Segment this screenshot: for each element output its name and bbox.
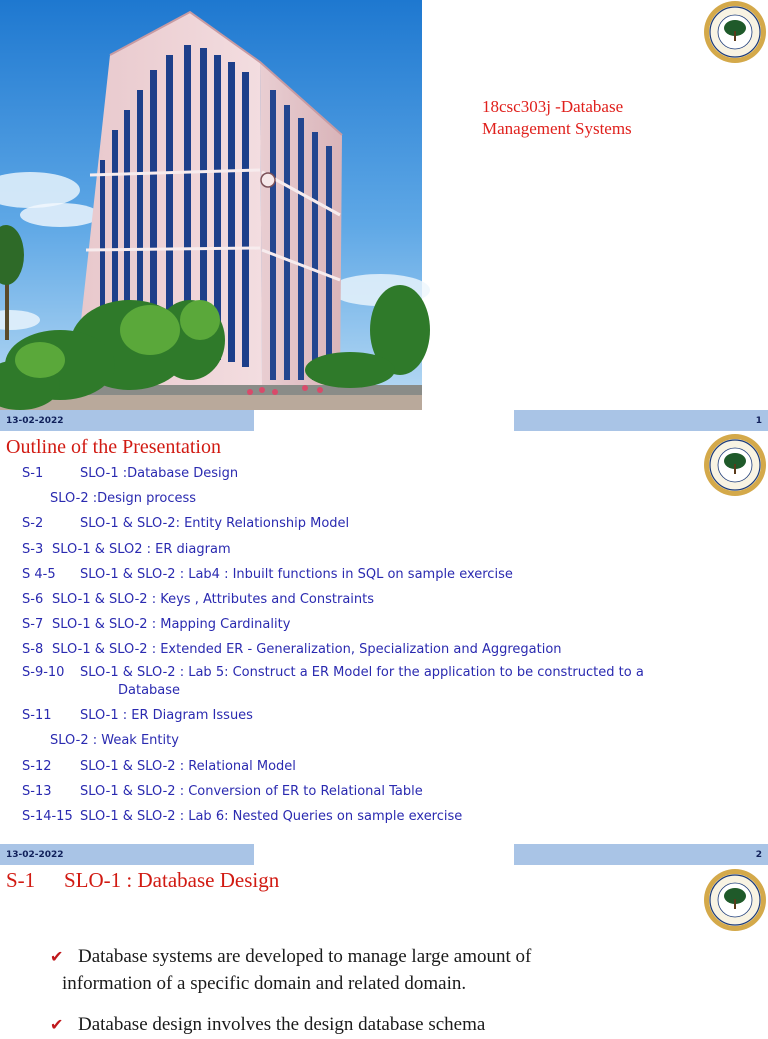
course-title-line1: 18csc303j -Database	[482, 97, 624, 116]
outline-item-code: S-9-10	[22, 665, 65, 680]
outline-item	[22, 617, 290, 632]
outline-item-text: SLO-2 :Design process	[50, 491, 197, 506]
outline-item-text: SLO-2 : Weak Entity	[50, 733, 179, 748]
slide-title-code: S-1	[6, 868, 36, 892]
bullet-point	[50, 1012, 485, 1039]
outline-item-text: SLO-1 & SLO-2 : Lab 6: Nested Queries on sample exercise	[80, 809, 463, 824]
outline-item	[22, 759, 296, 774]
outline-item	[22, 516, 349, 531]
course-title	[482, 96, 632, 140]
slide-footer	[0, 844, 768, 865]
outline-item-text: SLO-1 : ER Diagram Issues	[80, 708, 253, 723]
course-title-line2: Management Systems	[482, 119, 632, 138]
outline-item-code: S-8	[22, 642, 44, 657]
outline-item-text: SLO-1 & SLO2 : ER diagram	[52, 542, 231, 557]
outline-item-text: SLO-1 & SLO-2 : Relational Model	[80, 759, 296, 774]
outline-item-code: S-11	[22, 708, 52, 723]
slide-2	[0, 432, 768, 866]
outline-item	[22, 708, 253, 723]
university-seal-logo	[703, 0, 767, 64]
footer-page-number: 2	[755, 850, 762, 860]
footer-date: 13-02-2022	[6, 850, 64, 860]
outline-item	[22, 466, 238, 481]
slide-title	[6, 868, 279, 893]
footer-bar-right	[514, 410, 768, 431]
outline-item-code: S-14-15	[22, 809, 73, 824]
outline-item-code: S-2	[22, 516, 44, 531]
outline-item-text: SLO-1 & SLO-2: Entity Relationship Model	[80, 516, 350, 531]
outline-item-text: Database	[118, 683, 181, 698]
bullet-text-line1: Database design involves the design database schema	[78, 1014, 486, 1035]
campus-building-photo	[0, 0, 422, 410]
outline-item-code: S-7	[22, 617, 44, 632]
outline-item	[22, 642, 562, 657]
slide-3	[0, 866, 768, 1035]
outline-item-code: S-6	[22, 592, 44, 607]
outline-item-code: S 4-5	[22, 567, 56, 582]
outline-item-text: SLO-1 & SLO-2 : Keys , Attributes and Constraints	[52, 592, 375, 607]
slide-footer	[0, 410, 768, 431]
bullet-point	[50, 944, 531, 997]
outline-item-code: S-12	[22, 759, 52, 774]
outline-item	[22, 665, 644, 680]
slide-title-text: SLO-1 : Database Design	[64, 868, 280, 892]
university-seal-logo	[703, 433, 767, 497]
outline-item-text: SLO-1 & SLO-2 : Lab4 : Inbuilt functions in SQL on sample exercise	[80, 567, 513, 582]
outline-item-code: S-13	[22, 784, 52, 799]
outline-item-text: SLO-1 & SLO-2 : Mapping Cardinality	[52, 617, 291, 632]
outline-item	[22, 784, 423, 799]
outline-item-text: SLO-1 & SLO-2 : Conversion of ER to Relational Table	[80, 784, 423, 799]
slide-1	[0, 0, 768, 432]
outline-item-code: S-1	[22, 466, 44, 481]
outline-item	[22, 567, 513, 582]
outline-item-text: SLO-1 & SLO-2 : Lab 5: Construct a ER Model for the application to be constructed to a	[80, 665, 644, 680]
outline-item-text: SLO-1 :Database Design	[80, 466, 239, 481]
outline-item	[50, 733, 179, 748]
outline-title: Outline of the Presentation	[6, 436, 221, 458]
checkmark-icon: ✔	[50, 1017, 64, 1034]
footer-date: 13-02-2022	[6, 416, 64, 426]
footer-bar-right	[514, 844, 768, 865]
outline-item-text: SLO-1 & SLO-2 : Extended ER - Generalization, Specialization and Aggregation	[52, 642, 562, 657]
bullet-text-line1: Database systems are developed to manage large amount of	[78, 946, 532, 967]
checkmark-icon: ✔	[50, 949, 64, 966]
outline-item-continuation	[118, 683, 180, 698]
outline-item	[22, 592, 374, 607]
outline-item	[50, 491, 196, 506]
outline-item	[22, 809, 462, 824]
outline-item	[22, 542, 231, 557]
bullet-text-line2: information of a specific domain and related domain.	[62, 973, 467, 994]
footer-page-number: 1	[755, 416, 762, 426]
university-seal-logo	[703, 868, 767, 932]
outline-item-code: S-3	[22, 542, 44, 557]
